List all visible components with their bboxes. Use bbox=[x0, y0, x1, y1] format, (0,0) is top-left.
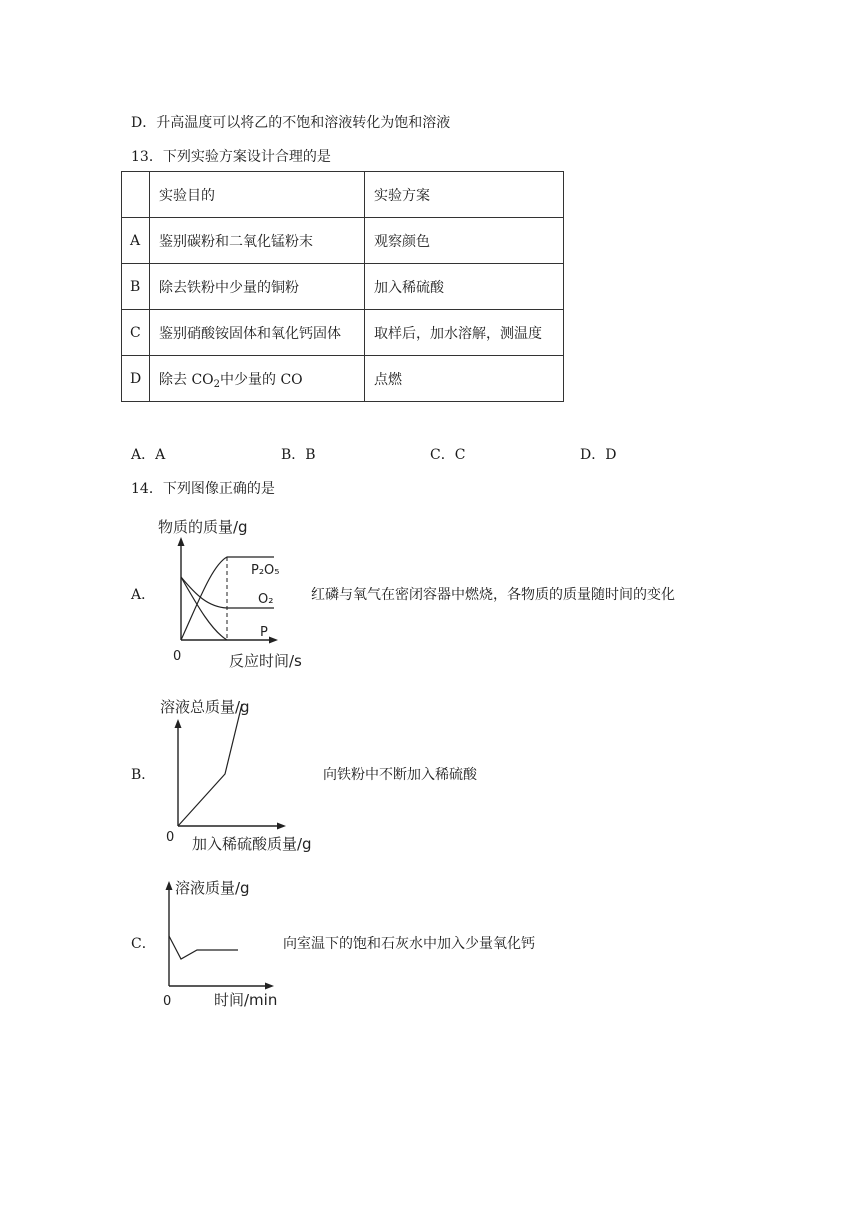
y-axis-label: 物质的质量/g bbox=[158, 518, 248, 536]
q14-a-label: A． bbox=[131, 587, 156, 603]
q14-c-label: C． bbox=[131, 936, 156, 952]
row-purpose: 除去铁粉中少量的铜粉 bbox=[150, 264, 365, 310]
x-axis-arrow bbox=[265, 983, 274, 990]
table-header-cell: 实验方案 bbox=[365, 172, 564, 218]
q14-c-desc: 向室温下的饱和石灰水中加入少量氧化钙 bbox=[283, 936, 535, 952]
q13-option-b: B．B bbox=[281, 447, 316, 463]
row-purpose: 除去 $CO_2$中少量的 CO bbox=[150, 356, 365, 402]
q13-option-a: A．A bbox=[131, 447, 166, 463]
y-axis-arrow bbox=[166, 881, 173, 890]
x-axis-arrow bbox=[269, 637, 278, 644]
table-header-row bbox=[122, 172, 564, 218]
p-curve bbox=[181, 577, 227, 640]
y-axis-label: 溶液质量/g bbox=[175, 879, 250, 897]
curve-label-p2o5: P₂O₅ bbox=[251, 563, 280, 578]
table-header-cell: 实验目的 bbox=[150, 172, 365, 218]
origin-label: 0 bbox=[166, 830, 175, 845]
table-header-cell bbox=[122, 172, 150, 218]
table-row bbox=[122, 218, 564, 264]
row-plan: 加入稀硫酸 bbox=[365, 264, 564, 310]
q14-a-graph bbox=[150, 515, 310, 675]
curve-label-o2: O₂ bbox=[258, 592, 274, 607]
x-axis-label: 反应时间/s bbox=[229, 652, 302, 670]
row-plan: 点燃 bbox=[365, 356, 564, 402]
solution-mass-curve bbox=[178, 704, 242, 826]
origin-label: 0 bbox=[163, 994, 172, 1009]
row-key: B bbox=[122, 264, 150, 310]
y-axis-arrow bbox=[175, 719, 182, 728]
q14-stem: 14．下列图像正确的是 bbox=[131, 481, 275, 497]
row-plan: 观察颜色 bbox=[365, 218, 564, 264]
row-purpose: 鉴别硝酸铵固体和氧化钙固体 bbox=[150, 310, 365, 356]
q14-b-label: B． bbox=[131, 767, 156, 783]
q14-b-desc: 向铁粉中不断加入稀硫酸 bbox=[323, 767, 477, 783]
q14-b-graph bbox=[150, 692, 340, 858]
row-key: C bbox=[122, 310, 150, 356]
x-axis-label: 时间/min bbox=[214, 991, 278, 1009]
row-key: D bbox=[122, 356, 150, 402]
y-axis-label: 溶液总质量/g bbox=[160, 698, 250, 716]
solution-mass-curve bbox=[169, 936, 238, 959]
q14-a-desc: 红磷与氧气在密闭容器中燃烧，各物质的质量随时间的变化 bbox=[311, 587, 675, 603]
table-row bbox=[122, 264, 564, 310]
q13-option-d: D．D bbox=[580, 447, 617, 463]
curve-label-p: P bbox=[260, 625, 268, 640]
q13-stem: 13．下列实验方案设计合理的是 bbox=[131, 149, 331, 165]
row-purpose: 鉴别碳粉和二氧化锰粉末 bbox=[150, 218, 365, 264]
row-key: A bbox=[122, 218, 150, 264]
origin-label: 0 bbox=[173, 649, 182, 664]
row-plan: 取样后，加水溶解，测温度 bbox=[365, 310, 564, 356]
q13-option-c: C．C bbox=[430, 447, 466, 463]
table-row bbox=[122, 356, 564, 402]
q13-table bbox=[121, 171, 564, 402]
x-axis-label: 加入稀硫酸质量/g bbox=[192, 835, 312, 853]
y-axis-arrow bbox=[178, 537, 185, 546]
x-axis-arrow bbox=[277, 823, 286, 830]
q12-option-d: D．升高温度可以将乙的不饱和溶液转化为饱和溶液 bbox=[131, 115, 451, 131]
q14-c-graph bbox=[150, 873, 285, 1013]
table-row bbox=[122, 310, 564, 356]
